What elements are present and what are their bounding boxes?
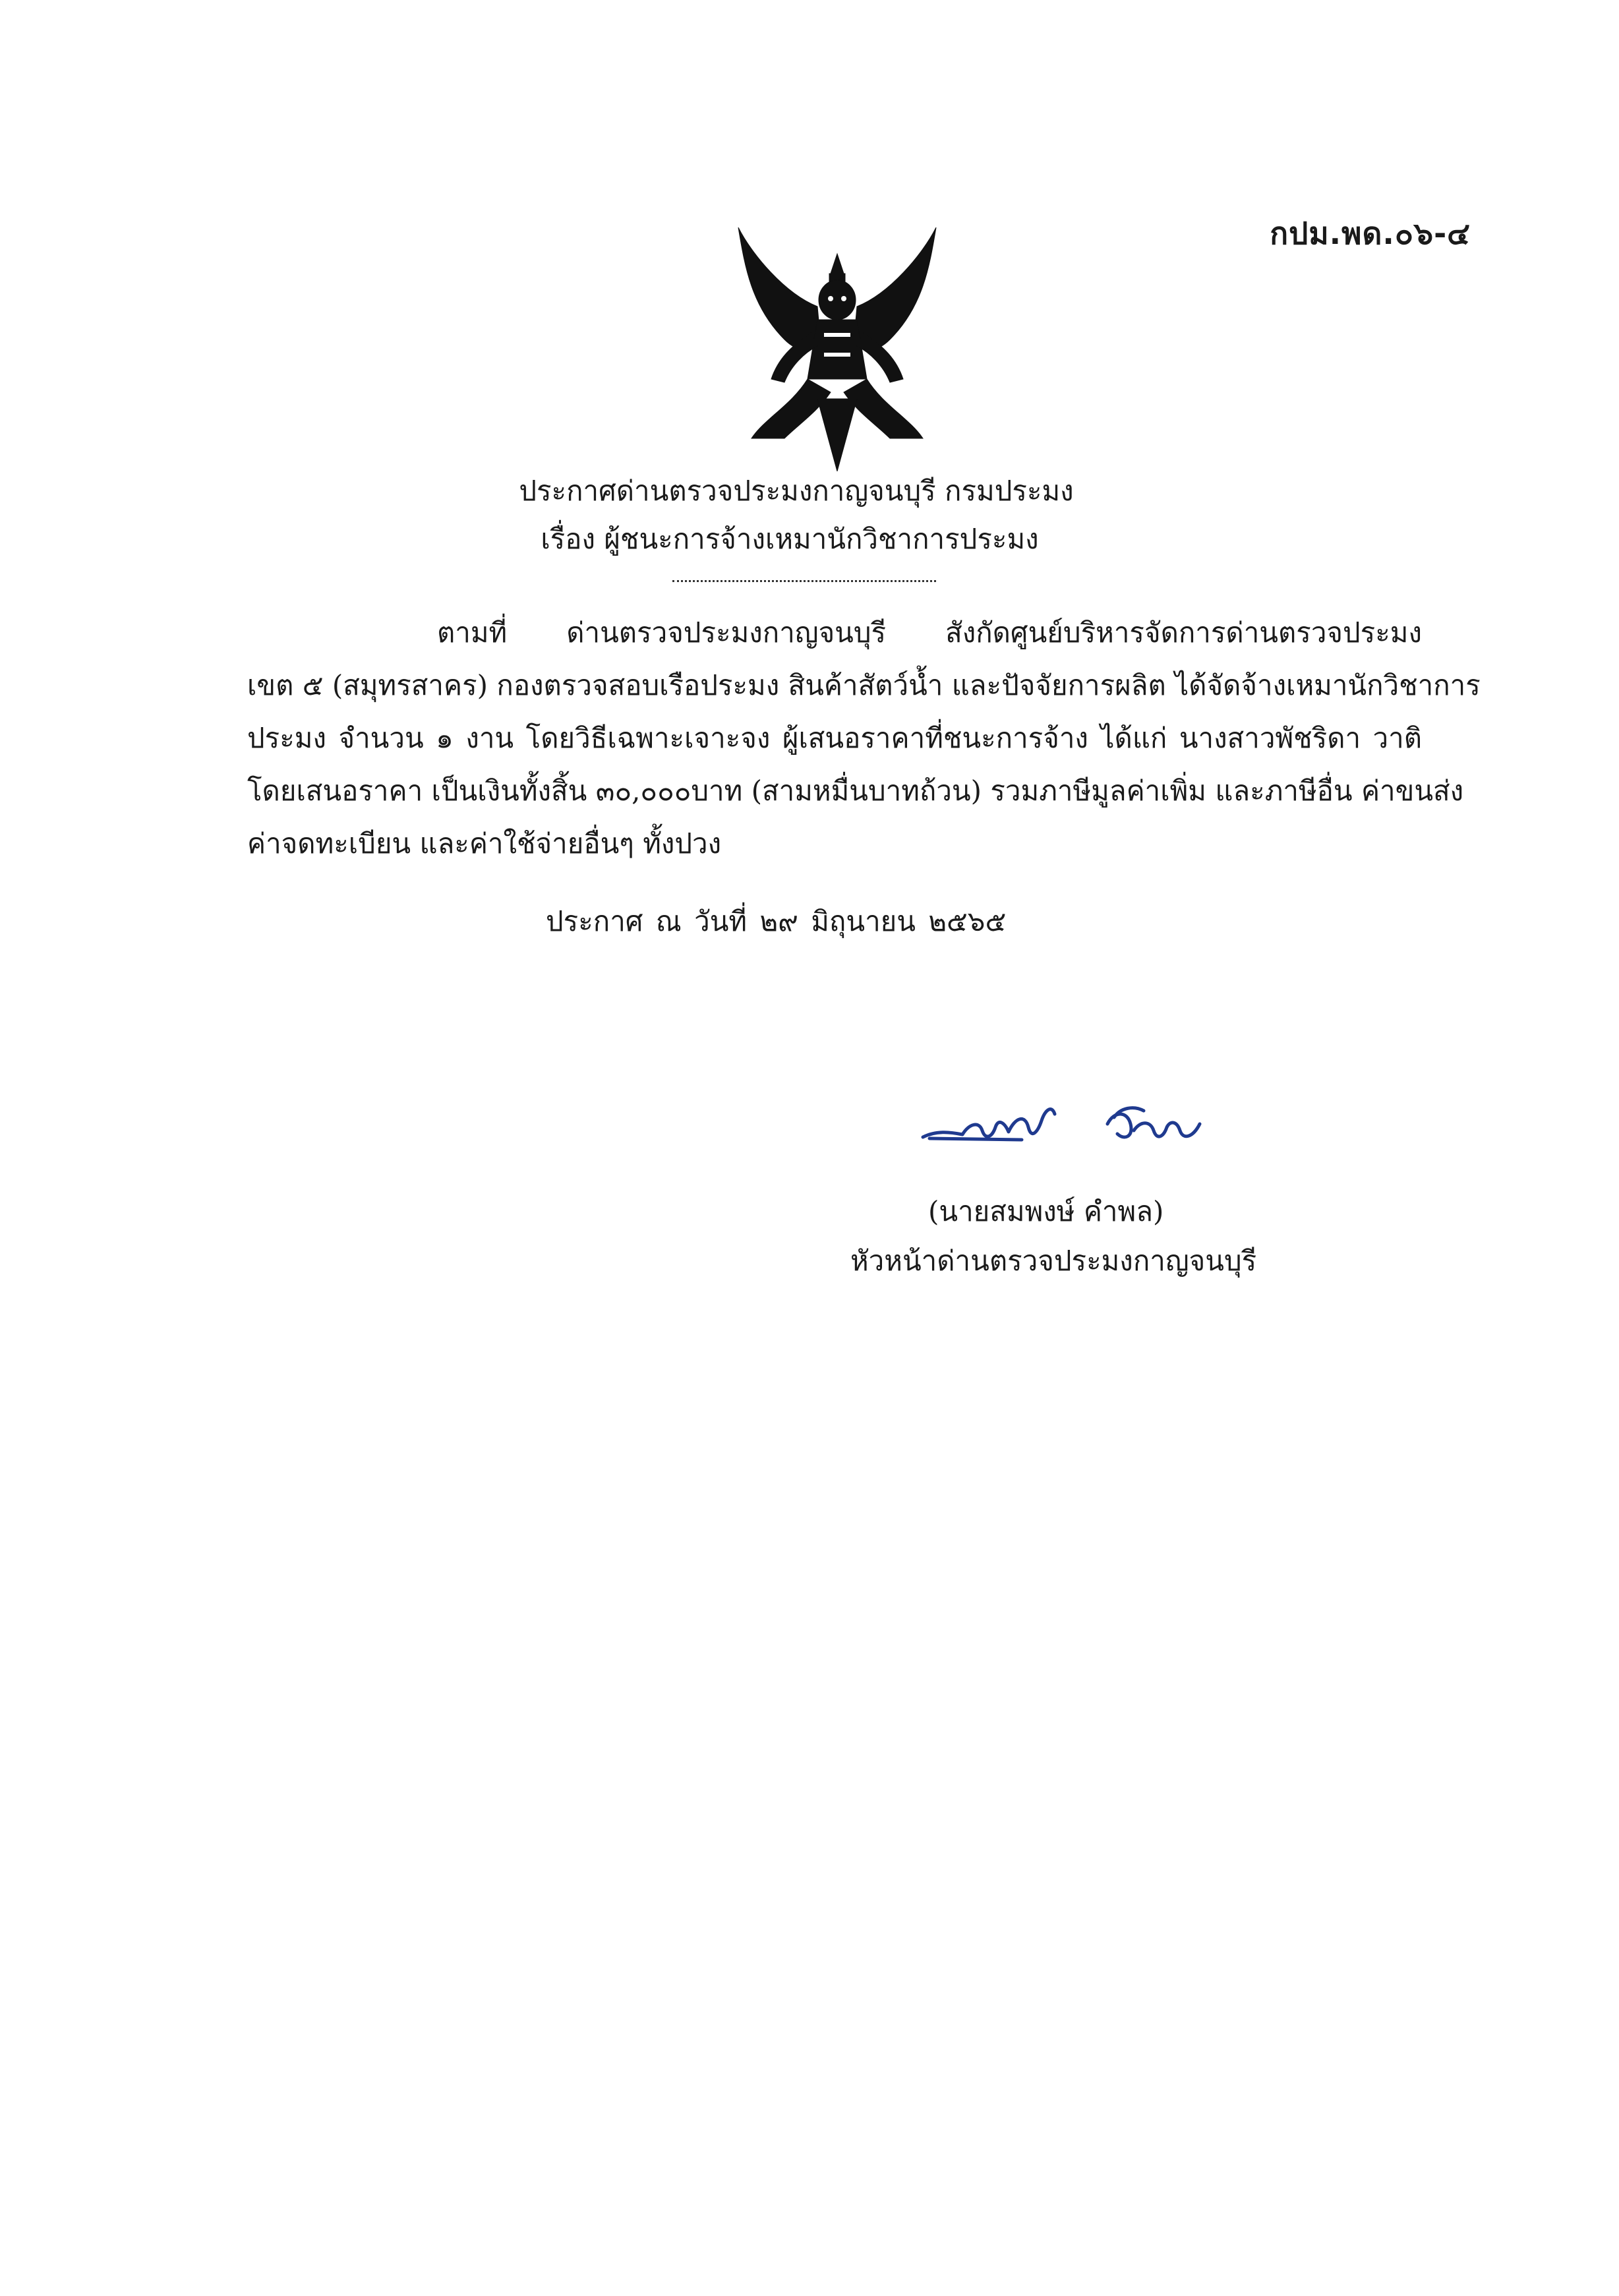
document-code: กปม.พด.๐๖-๔ [1270, 216, 1471, 251]
announcement-body [247, 606, 1481, 870]
handwritten-signature [916, 1091, 1220, 1170]
signatory-name: (นายสมพงษ์ คำพล) [928, 1195, 1164, 1227]
announcement-date: ประกาศ ณ วันที่ ๒๙ มิถุนายน ๒๕๖๕ [546, 905, 1007, 937]
body-line: เขต ๕ (สมุทรสาคร) กองตรวจสอบเรือประมง สินค้าสัตว์น้ำ และปัจจัยการผลิต ได้จัดจ้างเหมานักวิชาการ [247, 669, 1481, 701]
garuda-emblem-icon [725, 227, 949, 471]
body-line: ประมง จำนวน ๑ งาน โดยวิธีเฉพาะเจาะจง ผู้เสนอราคาที่ชนะการจ้าง ได้แก่ นางสาวพัชริดา วาติ [247, 722, 1422, 754]
body-line: โดยเสนอราคา เป็นเงินทั้งสิ้น ๓๐,๐๐๐บาท (สามหมื่นบาทถ้วน) รวมภาษีมูลค่าเพิ่ม และภาษีอื่น ค่าขนส่ง [247, 775, 1464, 807]
announcement-subject: เรื่อง ผู้ชนะการจ้างเหมานักวิชาการประมง [541, 523, 1039, 555]
body-line: ค่าจดทะเบียน และค่าใช้จ่ายอื่นๆ ทั้งปวง [247, 827, 722, 860]
announcement-title: ประกาศด่านตรวจประมงกาญจนบุรี กรมประมง [519, 475, 1074, 507]
body-line: ตามที่ ด่านตรวจประมงกาญจนบุรี สังกัดศูนย์บริหารจัดการด่านตรวจประมง [437, 616, 1422, 649]
dotted-divider [672, 580, 936, 582]
signatory-position: หัวหน้าด่านตรวจประมงกาญจนบุรี [850, 1245, 1257, 1277]
